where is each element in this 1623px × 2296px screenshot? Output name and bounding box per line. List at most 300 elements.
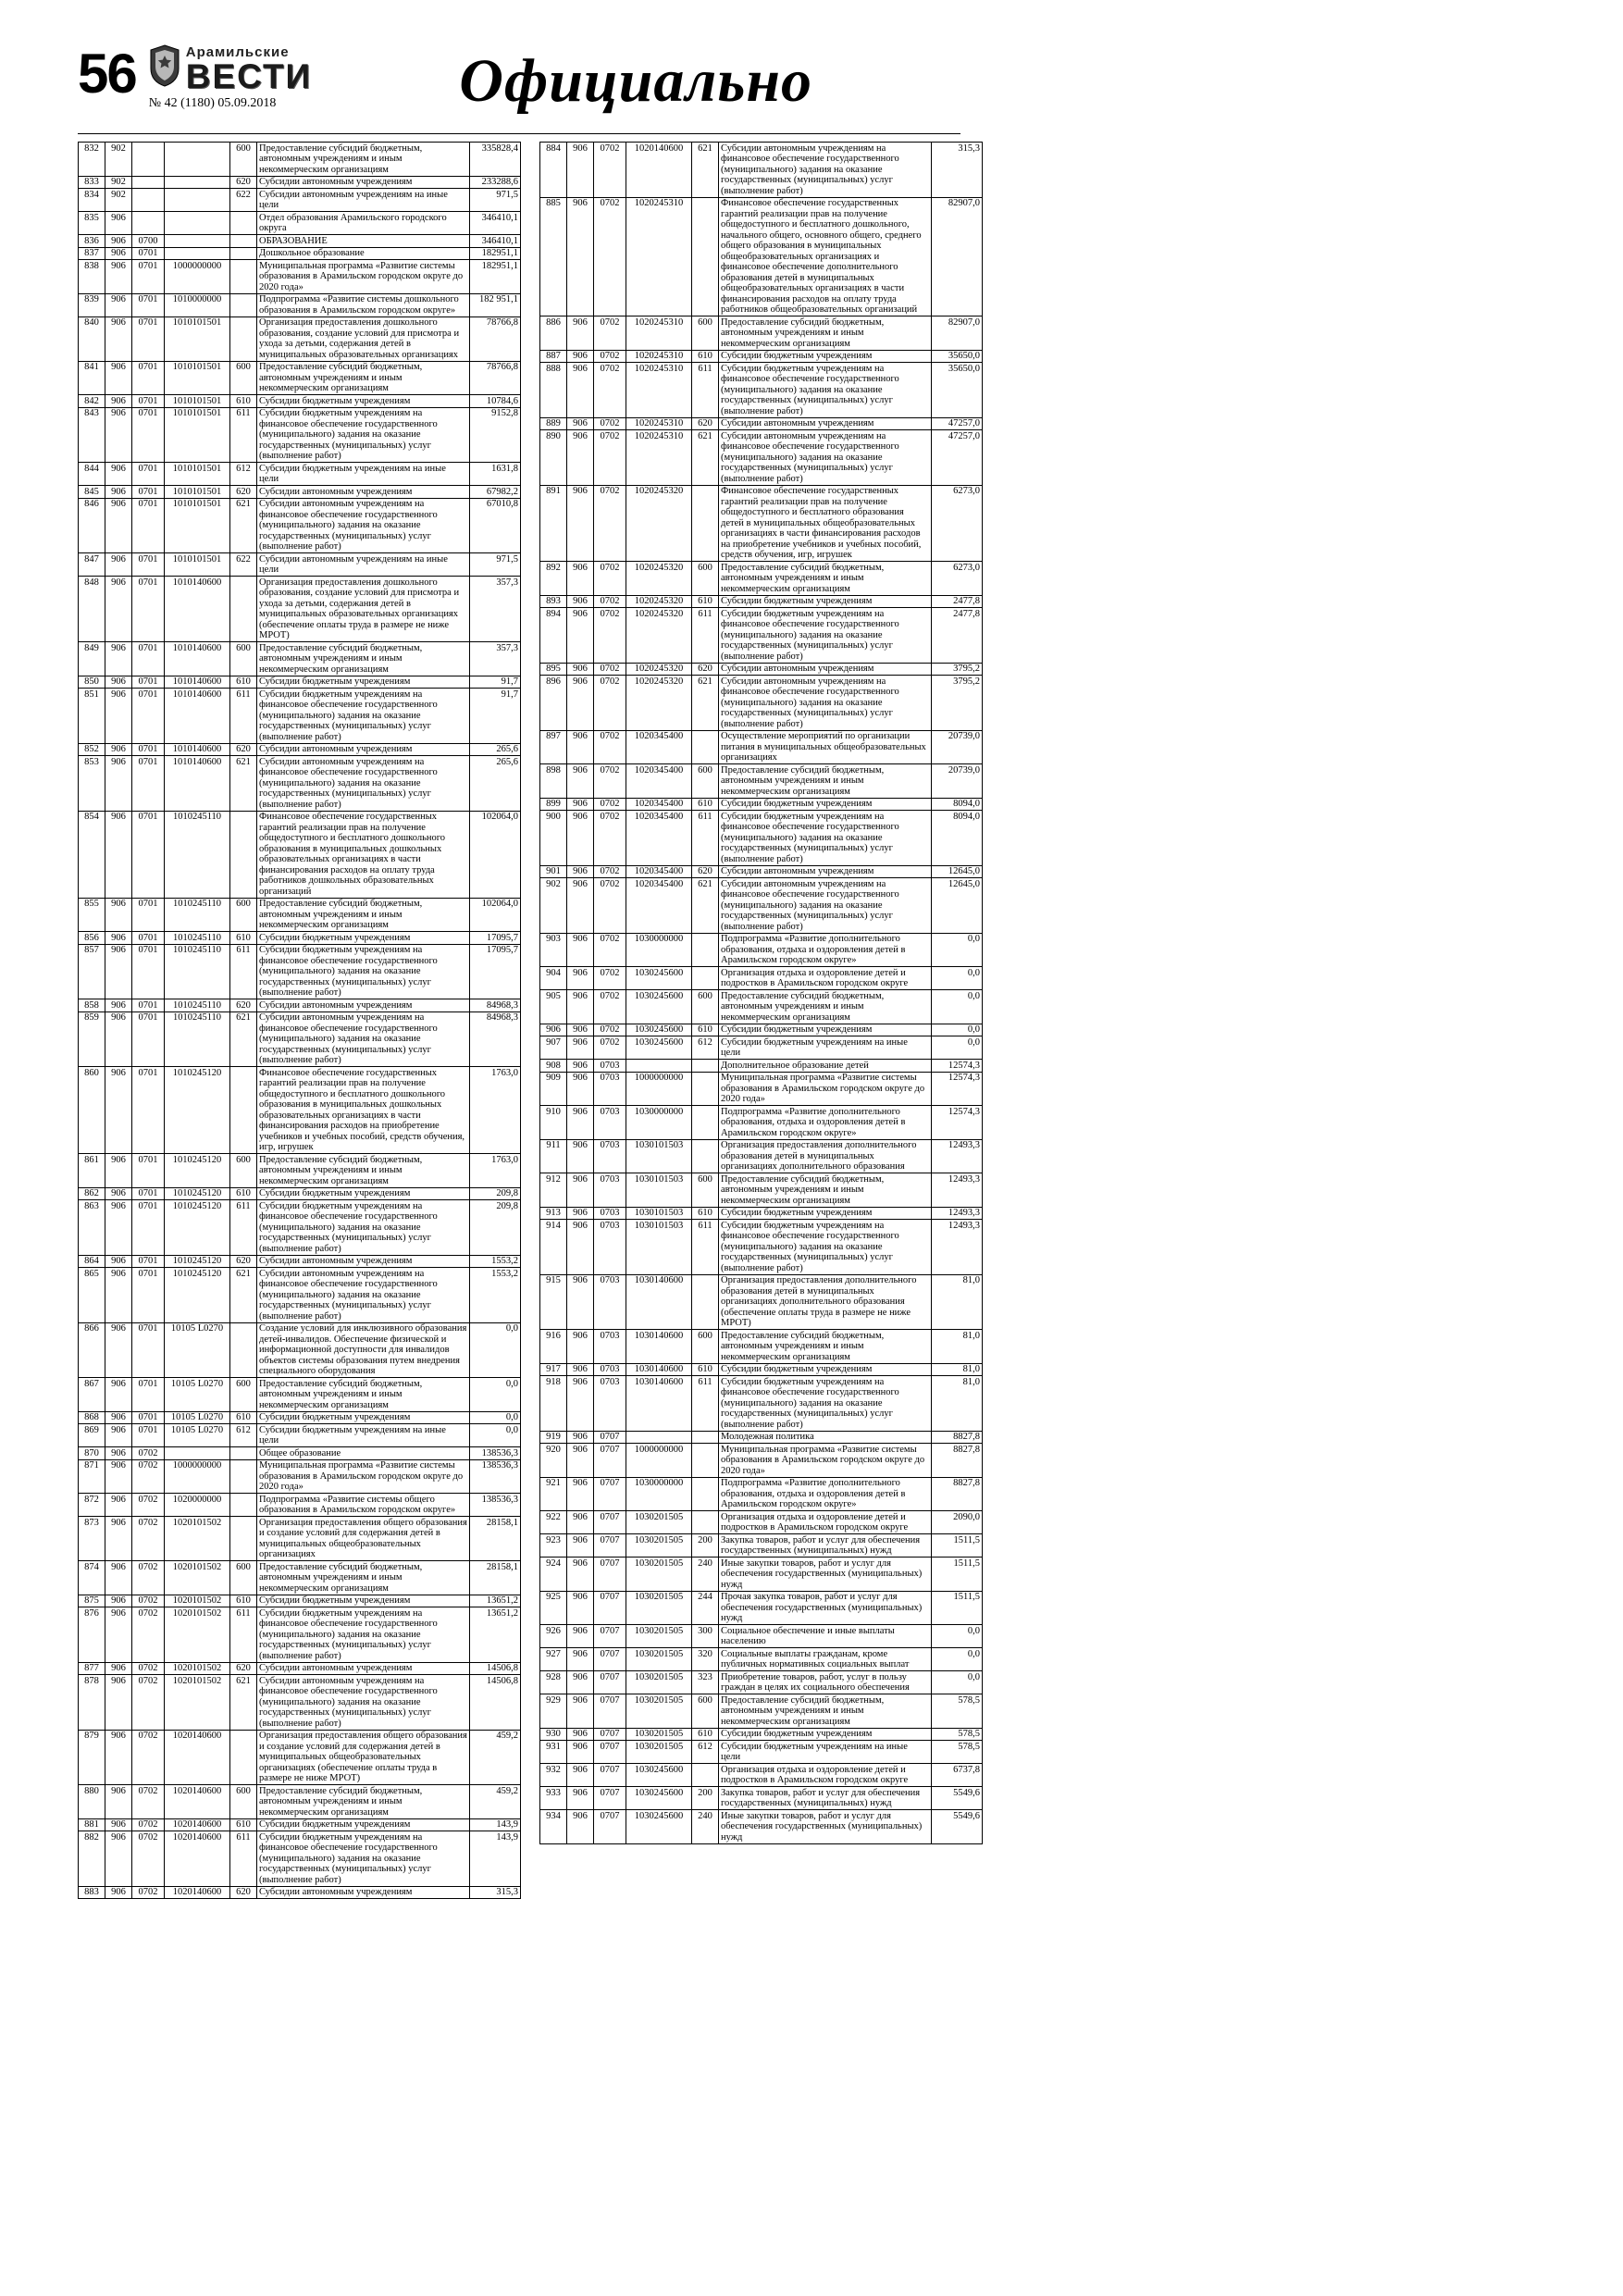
expense-name: Предоставление субсидий бюджетным, автономным учреждениям и иным некоммерческим организациям: [257, 1154, 470, 1188]
expense-type-code: 300: [692, 1625, 719, 1648]
table-row: [540, 933, 983, 967]
table-row: [79, 212, 521, 235]
row-number: 868: [79, 1411, 105, 1424]
expense-name: Субсидии бюджетным учреждениям на иные цели: [257, 463, 470, 486]
amount: 9152,8: [470, 407, 521, 463]
section-code: 0702: [132, 1785, 165, 1819]
target-article-code: 1030245600: [626, 1787, 692, 1810]
section-code: 0703: [594, 1060, 626, 1073]
expense-type-code: 600: [692, 1173, 719, 1208]
expense-name: Субсидии автономным учреждениям на финансовое обеспечение государственного (муниципального) задания на оказание государственных (муниципальных) услуг (выполнение работ): [719, 430, 932, 486]
grbs-code: 906: [567, 1173, 594, 1208]
expense-type-code: 621: [230, 1268, 257, 1323]
expense-name: Финансовое обеспечение государственных гарантий реализации прав на получение общедоступного и бесплатного дошкольного образования в муниципальных дошкольных образовательных организациях в части финансирования расходов на приобретение учебников и учебных пособий, средств обучения, игр, игрушек: [257, 1067, 470, 1154]
grbs-code: 906: [567, 663, 594, 676]
row-number: 847: [79, 553, 105, 577]
amount: 20739,0: [932, 730, 983, 764]
expense-type-code: [230, 1447, 257, 1460]
grbs-code: 906: [567, 1694, 594, 1729]
table-row: [79, 407, 521, 463]
table-row: [79, 756, 521, 812]
expense-type-code: 620: [230, 1662, 257, 1675]
section-code: 0702: [594, 350, 626, 363]
row-number: 870: [79, 1447, 105, 1460]
amount: 12493,3: [932, 1139, 983, 1173]
grbs-code: 906: [567, 143, 594, 198]
target-article-code: 1030245600: [626, 1036, 692, 1060]
expense-name: Предоставление субсидий бюджетным, автономным учреждениям и иным некоммерческим организациям: [719, 316, 932, 351]
section-code: 0703: [594, 1139, 626, 1173]
expense-type-code: 620: [230, 486, 257, 499]
table-row: [79, 898, 521, 932]
amount: 12493,3: [932, 1207, 983, 1220]
grbs-code: 906: [567, 1511, 594, 1534]
expense-name: Субсидии автономным учреждениям на финансовое обеспечение государственного (муниципального) задания на оказание государственных (муниципальных) услуг (выполнение работ): [719, 143, 932, 198]
expense-name: Предоставление субсидий бюджетным, автономным учреждениям и иным некоммерческим организациям: [719, 990, 932, 1024]
expense-name: Организация отдыха и оздоровление детей и подростков в Арамильском городском округе: [719, 1511, 932, 1534]
section-code: 0702: [594, 316, 626, 351]
grbs-code: 906: [105, 1818, 132, 1831]
section-code: 0702: [594, 663, 626, 676]
target-article-code: [165, 176, 230, 189]
row-number: 863: [79, 1200, 105, 1256]
section-code: 0707: [594, 1648, 626, 1671]
row-number: 894: [540, 608, 567, 664]
expense-name: Отдел образования Арамильского городского округа: [257, 212, 470, 235]
expense-type-code: 600: [230, 1785, 257, 1819]
section-code: 0702: [594, 967, 626, 990]
section-code: 0701: [132, 247, 165, 260]
section-code: 0707: [594, 1558, 626, 1592]
expense-name: Предоставление субсидий бюджетным, автономным учреждениям и иным некоммерческим организациям: [257, 642, 470, 676]
amount: 335828,4: [470, 143, 521, 177]
section-code: 0702: [132, 1447, 165, 1460]
row-number: 911: [540, 1139, 567, 1173]
expense-name: Субсидии автономным учреждениям на иные цели: [257, 189, 470, 212]
row-number: 892: [540, 562, 567, 596]
expense-type-code: 610: [692, 350, 719, 363]
expense-name: Организация отдыха и оздоровление детей и подростков в Арамильском городском округе: [719, 967, 932, 990]
row-number: 839: [79, 293, 105, 316]
target-article-code: 1010245120: [165, 1067, 230, 1154]
table-row: [540, 1558, 983, 1592]
section-code: 0701: [132, 932, 165, 945]
amount: 0,0: [932, 1625, 983, 1648]
expense-type-code: 611: [692, 811, 719, 866]
amount: 12493,3: [932, 1173, 983, 1208]
table-row: [79, 1411, 521, 1424]
amount: 459,2: [470, 1785, 521, 1819]
amount: 1553,2: [470, 1255, 521, 1268]
amount: 578,5: [932, 1728, 983, 1741]
grbs-code: 902: [105, 176, 132, 189]
section-code: 0701: [132, 1424, 165, 1447]
table-row: [540, 417, 983, 430]
row-number: 856: [79, 932, 105, 945]
target-article-code: 1030201505: [626, 1694, 692, 1729]
table-row: [79, 316, 521, 361]
section-code: 0703: [594, 1330, 626, 1364]
target-article-code: 10105 L0270: [165, 1411, 230, 1424]
section-code: 0701: [132, 577, 165, 642]
row-number: 848: [79, 577, 105, 642]
grbs-code: 906: [567, 1648, 594, 1671]
section-code: 0701: [132, 260, 165, 294]
expense-type-code: 600: [692, 1330, 719, 1364]
target-article-code: 1030245600: [626, 967, 692, 990]
expense-name: Субсидии бюджетным учреждениям на финансовое обеспечение государственного (муниципального) задания на оказание государственных (муниципальных) услуг (выполнение работ): [257, 1607, 470, 1663]
amount: 138536,3: [470, 1494, 521, 1517]
table-row: [79, 1595, 521, 1607]
expense-type-code: 600: [692, 1694, 719, 1729]
amount: 1511,5: [932, 1534, 983, 1558]
target-article-code: 1030201505: [626, 1534, 692, 1558]
budget-table-right: [539, 142, 983, 1844]
row-number: 922: [540, 1511, 567, 1534]
expense-name: Субсидии автономным учреждениям: [257, 999, 470, 1012]
grbs-code: 906: [105, 553, 132, 577]
expense-type-code: 610: [692, 1728, 719, 1741]
amount: 0,0: [932, 1036, 983, 1060]
amount: 0,0: [470, 1322, 521, 1378]
section-code: 0707: [594, 1728, 626, 1741]
table-row: [540, 865, 983, 878]
amount: 0,0: [932, 1671, 983, 1694]
row-number: 921: [540, 1477, 567, 1511]
header-divider: [78, 133, 960, 134]
section-code: 0707: [594, 1787, 626, 1810]
expense-type-code: 600: [230, 1561, 257, 1595]
table-row: [540, 485, 983, 562]
target-article-code: 1030201505: [626, 1591, 692, 1625]
amount: 357,3: [470, 577, 521, 642]
row-number: 875: [79, 1595, 105, 1607]
target-article-code: 1020245310: [626, 430, 692, 486]
row-number: 909: [540, 1072, 567, 1106]
budget-table-left: [78, 142, 521, 1899]
expense-name: Субсидии бюджетным учреждениям: [719, 595, 932, 608]
amount: 6273,0: [932, 562, 983, 596]
target-article-code: 1010245110: [165, 932, 230, 945]
table-row: [540, 1444, 983, 1478]
expense-type-code: [692, 1060, 719, 1073]
target-article-code: 1010101501: [165, 407, 230, 463]
section-code: 0707: [594, 1625, 626, 1648]
row-number: 913: [540, 1207, 567, 1220]
expense-name: Подпрограмма «Развитие дополнительного образования, отдыха и оздоровления детей в Арамильском городском округе»: [719, 933, 932, 967]
expense-name: Субсидии автономным учреждениям: [719, 417, 932, 430]
expense-type-code: [230, 260, 257, 294]
row-number: 919: [540, 1431, 567, 1444]
target-article-code: 1020140600: [165, 1818, 230, 1831]
grbs-code: 906: [567, 1728, 594, 1741]
grbs-code: 906: [567, 1363, 594, 1376]
target-article-code: 1020245320: [626, 663, 692, 676]
expense-name: Финансовое обеспечение государственных гарантий реализации прав на получение общедоступного и бесплатного дошкольного образования в муниципальных дошкольных образовательных организациях в части финансирования расходов на оплату труда работников дошкольных образовательных организаций: [257, 811, 470, 898]
expense-type-code: 612: [230, 463, 257, 486]
target-article-code: 1010101501: [165, 486, 230, 499]
row-number: 927: [540, 1648, 567, 1671]
expense-name: Предоставление субсидий бюджетным, автономным учреждениям и иным некоммерческим организациям: [719, 764, 932, 799]
target-article-code: 1020245310: [626, 417, 692, 430]
section-code: 0702: [594, 562, 626, 596]
expense-type-code: [230, 235, 257, 248]
expense-type-code: 611: [230, 407, 257, 463]
row-number: 930: [540, 1728, 567, 1741]
amount: 6273,0: [932, 485, 983, 562]
expense-type-code: 620: [230, 176, 257, 189]
expense-name: Организация предоставления общего образования и создание условий для содержания детей в муниципальных общеобразовательных организациях: [257, 1517, 470, 1561]
target-article-code: 1030000000: [626, 1477, 692, 1511]
row-number: 910: [540, 1106, 567, 1140]
section-code: 0701: [132, 898, 165, 932]
page-header: [78, 44, 960, 130]
row-number: 905: [540, 990, 567, 1024]
amount: 578,5: [932, 1694, 983, 1729]
table-row: [79, 676, 521, 689]
expense-type-code: [692, 1511, 719, 1534]
section-code: 0701: [132, 1011, 165, 1067]
row-number: 838: [79, 260, 105, 294]
grbs-code: 906: [105, 1447, 132, 1460]
expense-type-code: [230, 577, 257, 642]
table-row: [540, 1534, 983, 1558]
table-row: [79, 689, 521, 744]
expense-name: Муниципальная программа «Развитие системы образования в Арамильском городском округе до 2020 года»: [719, 1072, 932, 1106]
row-number: 880: [79, 1785, 105, 1819]
row-number: 882: [79, 1831, 105, 1887]
expense-type-code: [230, 1517, 257, 1561]
grbs-code: 906: [105, 932, 132, 945]
expense-type-code: 620: [692, 865, 719, 878]
grbs-code: 906: [105, 1187, 132, 1200]
section-code: 0702: [594, 595, 626, 608]
grbs-code: 906: [105, 463, 132, 486]
grbs-code: 906: [105, 1494, 132, 1517]
amount: 1511,5: [932, 1591, 983, 1625]
table-row: [540, 878, 983, 934]
table-row: [79, 189, 521, 212]
expense-name: Субсидии бюджетным учреждениям: [257, 1818, 470, 1831]
amount: 8827,8: [932, 1431, 983, 1444]
grbs-code: 906: [105, 1595, 132, 1607]
row-number: 888: [540, 363, 567, 418]
section-code: 0702: [594, 811, 626, 866]
row-number: 926: [540, 1625, 567, 1648]
grbs-code: 906: [567, 811, 594, 866]
amount: 84968,3: [470, 999, 521, 1012]
section-code: 0701: [132, 553, 165, 577]
expense-name: Осуществление мероприятий по организации питания в муниципальных общеобразовательных организациях: [719, 730, 932, 764]
grbs-code: 906: [567, 595, 594, 608]
row-number: 858: [79, 999, 105, 1012]
target-article-code: 1010101501: [165, 463, 230, 486]
target-article-code: 1010245120: [165, 1187, 230, 1200]
expense-name: Создание условий для инклюзивного образования детей-инвалидов. Обеспечение физической и информационной доступности для инвалидов объектов системы образования путем внедрения специального оборудования: [257, 1322, 470, 1378]
expense-type-code: 611: [692, 1376, 719, 1432]
grbs-code: 906: [567, 562, 594, 596]
grbs-code: 906: [105, 1255, 132, 1268]
expense-type-code: [230, 212, 257, 235]
row-number: 874: [79, 1561, 105, 1595]
row-number: 889: [540, 417, 567, 430]
section-code: 0701: [132, 498, 165, 553]
section-code: 0703: [594, 1220, 626, 1275]
table-row: [540, 363, 983, 418]
table-row: [540, 1106, 983, 1140]
section-code: 0702: [594, 608, 626, 664]
expense-name: Субсидии бюджетным учреждениям на финансовое обеспечение государственного (муниципального) задания на оказание государственных (муниципальных) услуг (выполнение работ): [719, 608, 932, 664]
expense-name: Иные закупки товаров, работ и услуг для обеспечения государственных (муниципальных) нужд: [719, 1558, 932, 1592]
target-article-code: 1020000000: [165, 1494, 230, 1517]
table-row: [540, 1024, 983, 1036]
grbs-code: 906: [105, 756, 132, 812]
amount: 143,9: [470, 1831, 521, 1887]
target-article-code: 1020345400: [626, 865, 692, 878]
section-code: 0702: [594, 878, 626, 934]
expense-type-code: 620: [230, 1255, 257, 1268]
amount: 2477,8: [932, 608, 983, 664]
amount: 78766,8: [470, 316, 521, 361]
expense-type-code: 610: [692, 1024, 719, 1036]
table-row: [79, 1730, 521, 1785]
row-number: 907: [540, 1036, 567, 1060]
section-code: 0701: [132, 743, 165, 756]
target-article-code: 1010245110: [165, 944, 230, 999]
row-number: 849: [79, 642, 105, 676]
row-number: 933: [540, 1787, 567, 1810]
expense-type-code: 611: [692, 608, 719, 664]
expense-name: Молодежная политика: [719, 1431, 932, 1444]
expense-name: Субсидии автономным учреждениям на финансовое обеспечение государственного (муниципального) задания на оказание государственных (муниципальных) услуг (выполнение работ): [719, 878, 932, 934]
expense-name: Прочая закупка товаров, работ и услуг для обеспечения государственных (муниципальных) нужд: [719, 1591, 932, 1625]
target-article-code: 1010000000: [165, 293, 230, 316]
amount: 0,0: [932, 990, 983, 1024]
expense-type-code: 612: [692, 1036, 719, 1060]
expense-name: Субсидии бюджетным учреждениям: [719, 350, 932, 363]
section-code: 0702: [132, 1675, 165, 1731]
grbs-code: 906: [567, 430, 594, 486]
grbs-code: 906: [105, 1730, 132, 1785]
row-number: 884: [540, 143, 567, 198]
expense-name: Субсидии бюджетным учреждениям на финансовое обеспечение государственного (муниципального) задания на оказание государственных (муниципальных) услуг (выполнение работ): [257, 944, 470, 999]
amount: 346410,1: [470, 212, 521, 235]
row-number: 871: [79, 1459, 105, 1494]
amount: 67982,2: [470, 486, 521, 499]
row-number: 914: [540, 1220, 567, 1275]
row-number: 835: [79, 212, 105, 235]
row-number: 865: [79, 1268, 105, 1323]
section-code: 0707: [594, 1671, 626, 1694]
amount: 91,7: [470, 689, 521, 744]
row-number: 861: [79, 1154, 105, 1188]
grbs-code: 906: [105, 1067, 132, 1154]
expense-name: Организация предоставления дошкольного образования, создание условий для присмотра и ухода за детьми, содержания детей в муниципальных образовательных организациях: [257, 316, 470, 361]
expense-name: Предоставление субсидий бюджетным, автономным учреждениям и иным некоммерческим организациям: [719, 1330, 932, 1364]
target-article-code: 1030101503: [626, 1220, 692, 1275]
grbs-code: 906: [567, 608, 594, 664]
expense-type-code: 323: [692, 1671, 719, 1694]
target-article-code: 1010101501: [165, 361, 230, 395]
row-number: 893: [540, 595, 567, 608]
section-code: 0701: [132, 944, 165, 999]
target-article-code: 1020245320: [626, 608, 692, 664]
table-row: [79, 1268, 521, 1323]
expense-name: Субсидии автономным учреждениям: [257, 1662, 470, 1675]
amount: 357,3: [470, 642, 521, 676]
target-article-code: 1000000000: [626, 1444, 692, 1478]
target-article-code: 1020101502: [165, 1662, 230, 1675]
grbs-code: 906: [105, 293, 132, 316]
expense-type-code: 610: [230, 676, 257, 689]
expense-name: Подпрограмма «Развитие системы дошкольного образования в Арамильском городском округе»: [257, 293, 470, 316]
expense-name: Закупка товаров, работ и услуг для обеспечения государственных (муниципальных) нужд: [719, 1787, 932, 1810]
expense-name: Субсидии бюджетным учреждениям: [257, 676, 470, 689]
expense-name: Субсидии бюджетным учреждениям: [719, 798, 932, 811]
amount: 0,0: [470, 1411, 521, 1424]
section-title: Официально: [459, 47, 812, 115]
row-number: 923: [540, 1534, 567, 1558]
row-number: 891: [540, 485, 567, 562]
row-number: 904: [540, 967, 567, 990]
expense-name: Субсидии бюджетным учреждениям: [719, 1207, 932, 1220]
grbs-code: 906: [567, 485, 594, 562]
target-article-code: 1020245310: [626, 350, 692, 363]
table-row: [79, 1322, 521, 1378]
table-row: [540, 811, 983, 866]
grbs-code: 906: [567, 1274, 594, 1330]
table-row: [540, 1764, 983, 1787]
amount: 578,5: [932, 1741, 983, 1764]
grbs-code: 906: [105, 1268, 132, 1323]
table-row: [540, 1511, 983, 1534]
amount: 47257,0: [932, 417, 983, 430]
expense-name: Предоставление субсидий бюджетным, автономным учреждениям и иным некоммерческим организациям: [719, 1694, 932, 1729]
section-code: 0703: [594, 1173, 626, 1208]
amount: 182951,1: [470, 260, 521, 294]
section-code: 0701: [132, 999, 165, 1012]
amount: 209,8: [470, 1187, 521, 1200]
expense-type-code: 610: [230, 1411, 257, 1424]
section-code: 0701: [132, 811, 165, 898]
amount: 8827,8: [932, 1477, 983, 1511]
grbs-code: 906: [567, 417, 594, 430]
amount: 102064,0: [470, 898, 521, 932]
expense-name: Субсидии бюджетным учреждениям: [719, 1363, 932, 1376]
grbs-code: 906: [567, 967, 594, 990]
masthead-title: ВЕСТИ: [185, 57, 313, 95]
amount: 81,0: [932, 1274, 983, 1330]
section-code: 0702: [594, 417, 626, 430]
table-row: [540, 430, 983, 486]
section-code: 0701: [132, 689, 165, 744]
row-number: 836: [79, 235, 105, 248]
expense-type-code: 600: [230, 642, 257, 676]
table-row: [540, 595, 983, 608]
amount: 143,9: [470, 1818, 521, 1831]
page-content: [78, 43, 980, 1899]
grbs-code: 906: [567, 1810, 594, 1844]
target-article-code: 1030201505: [626, 1648, 692, 1671]
table-row: [79, 247, 521, 260]
target-article-code: 1030201505: [626, 1558, 692, 1592]
expense-name: Организация предоставления дополнительного образования детей в муниципальных организациях дополнительного образования: [719, 1139, 932, 1173]
row-number: 857: [79, 944, 105, 999]
target-article-code: 1030101503: [626, 1207, 692, 1220]
grbs-code: 906: [105, 1154, 132, 1188]
table-row: [540, 676, 983, 731]
section-code: 0707: [594, 1741, 626, 1764]
